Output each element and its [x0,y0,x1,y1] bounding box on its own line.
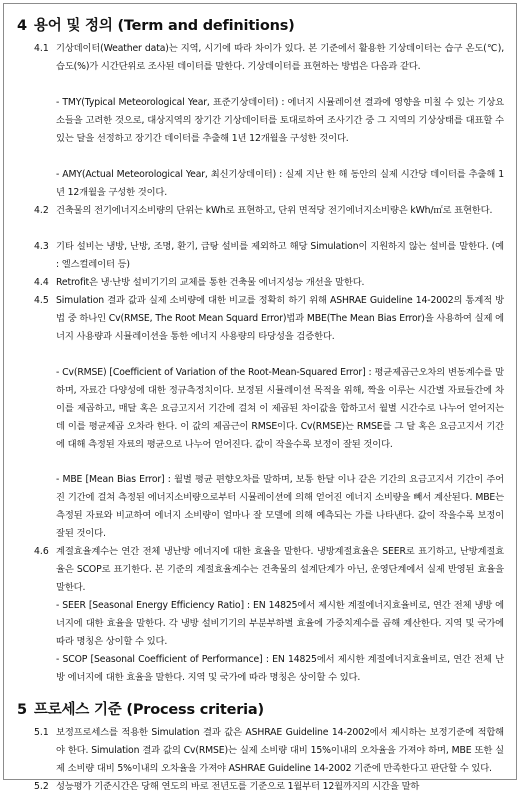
item-number: 4.6 [34,546,49,557]
paragraph: 보정프로세스를 적용한 Simulation 결과 값은 ASHRAE Guideline 14-2002에서 제시하는 보정기준에 적합해야 한다. Simulation 결과 값의 Cv(RMSE)는 실제 소비량 대비 15%이내의 오차율을 가져야 하며, MBE 또한 실제 소비량 대비 5%이내의 오차율을 가져야 ASHRAE Guideline 14-2002 기준에 만족한다고 판단할 수 있다. [56,727,504,774]
sub-paragraph: - SCOP [Seasonal Coefficient of Performance] : EN 14825에서 제시한 계절에너지효율비로, 연간 전체 난방 에너지에 대한 효율을 말한다. 지역 및 국가에 따라 명칭은 상이할 수 있다. [56,654,504,683]
section-title: 프로세스 기준 (Process criteria) [33,702,264,718]
section-4-heading [17,14,295,35]
item-number: 4.1 [34,43,49,54]
item-number: 5.2 [34,781,49,792]
section-number: 5 [17,702,27,718]
section-number: 4 [17,18,27,34]
item-number: 4.2 [34,205,49,216]
item-number: 4.4 [34,277,49,288]
paragraph: Retrofit은 냉·난방 설비기기의 교체를 통한 건축물 에너지성능 개선을 말한다. [56,277,365,288]
paragraph: 기타 설비는 냉방, 난방, 조명, 환기, 급탕 설비를 제외하고 해당 Simulation이 지원하지 않는 설비를 말한다. (예 : 엘스컬레이터 등) [56,241,504,270]
paragraph: 계절효율계수는 연간 전체 냉난방 에너지에 대한 효율을 말한다. 냉방계절효율은 SEER로 표기하고, 난방계절효율은 SCOP로 표기한다. 본 기준의 계절효율계수는 건축물의 설계단계가 아닌, 운영단계에서 실제 반영된 효율을 말한다. [56,546,504,593]
paragraph: Simulation 결과 값과 실제 소비량에 대한 비교를 정확히 하기 위해 ASHRAE Guideline 14-2002의 통계적 방법 중 하나인 Cv(RMSE, The Root Mean Squard Error)법과 MBE(The Mean Bias Error)을 사용하여 실제 에너지 사용량과 시뮬레이션을 통한 에너지 사용량의 타당성을 검증한다. [56,295,504,342]
item-number: 5.1 [34,727,49,738]
sub-paragraph: - Cv(RMSE) [Coefficient of Variation of the Root-Mean-Squared Error] : 평균제곱근오차의 변동계수를 말하며, 자료간 다양성에 대한 정규측정치이다. 보정된 시뮬레이션 목적을 위해, 짝을 이루는 시간별 자료들간에 차이를 제곱하고, 매달 혹은 요금고지서 기간에 걸쳐 이 제곱된 차이값을 합하고서 월별 시간수로 나누어 얻어지는데 이를 평균제곱 오차라 한다. 이 값의 제곱근이 RMSE이다. Cv(RMSE)는 RMSE를 그 달 혹은 요금고지서 기간에 대해 측정된 자료의 평균으로 나누어 얻어진다. 값이 작을수록 보정이 잘된 것이다. [56,367,504,450]
sub-paragraph: - AMY(Actual Meteorological Year, 최신기상데이터) : 실제 지난 한 해 동안의 실제 시간당 데이터를 추출해 1년 12개월을 구성한 것이다. [56,169,504,198]
section-title: 용어 및 정의 (Term and definitions) [33,18,295,34]
sub-paragraph: - MBE [Mean Bias Error] : 월별 평균 편향오차를 말하며, 보통 한달 이나 같은 기간의 요금고지서 기간이 주어진 기간에 걸쳐 측정된 에너지소비량으로부터 시뮬레이션에 의해 얻어진 에너지 소비량을 빼서 계산된다. MBE는 측정된 자료와 비교하여 에너지 소비량이 얼마나 잘 모델에 의해 예측되는 가를 나타낸다. 값이 작을수록 보정이 잘된 것이다. [56,474,504,539]
item-number: 4.3 [34,241,49,252]
section-5-heading [17,698,264,719]
paragraph: 건축물의 전기에너지소비량의 단위는 kWh로 표현하고, 단위 면적당 전기에너지소비량은 kWh/㎡로 표현한다. [56,205,493,216]
sub-paragraph: - TMY(Typical Meteorological Year, 표준기상데이터) : 에너지 시뮬레이션 결과에 영향을 미칠 수 있는 기상요소들을 고려한 것으로, 대상지역의 장기간 기상데이터를 토대로하여 조사기간 중 그 지역의 기상상태를 대표할 수 있는 달을 선정하고 장기간 데이터를 추출해 1년 12개월을 구성한 것이다. [56,97,504,144]
sub-paragraph: - SEER [Seasonal Energy Efficiency Ratio] : EN 14825에서 제시한 계절에너지효율비로, 연간 전체 냉방 에너지에 대한 효율을 말한다. 각 냉방 설비기기의 부분부하별 효율에 가중치계수를 곱해 계산한다. 지역 및 국가에 따라 명칭은 상이할 수 있다. [56,600,504,647]
paragraph: 성능평가 기준시간은 당해 연도의 바로 전년도를 기준으로 1월부터 12월까지의 시간을 말하 [56,781,420,792]
item-number: 4.5 [34,295,49,306]
paragraph: 기상데이터(Weather data)는 지역, 시기에 따라 차이가 있다. 본 기준에서 활용한 기상데이터는 습구 온도(℃), 습도(%)가 시간단위로 조사된 데이터를 말한다. 기상데이터를 표현하는 방법은 다음과 같다. [56,43,504,72]
